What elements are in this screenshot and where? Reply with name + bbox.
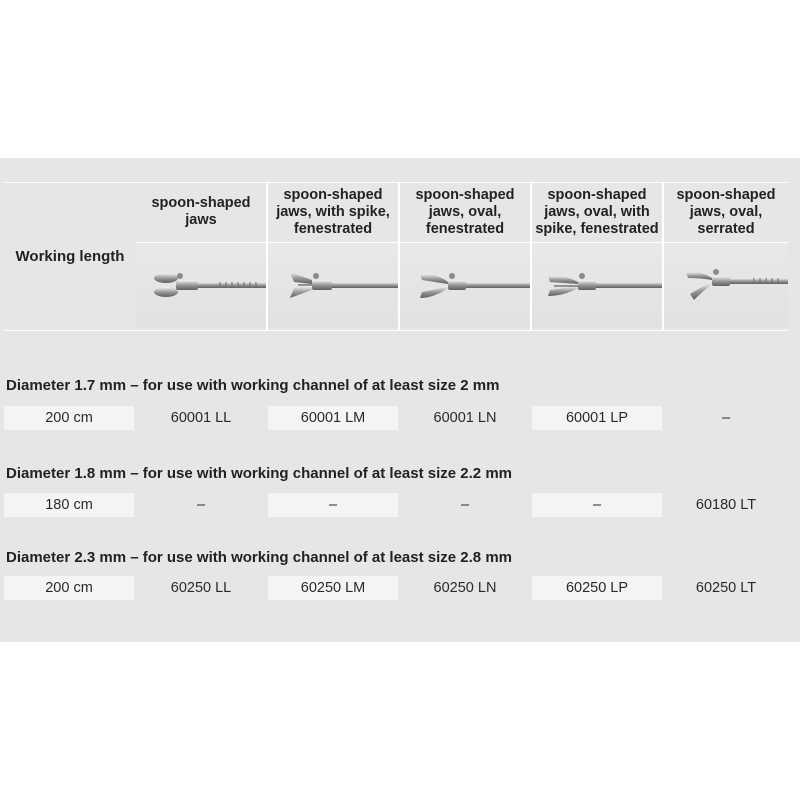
product-code-cell: 60001 LL (136, 406, 266, 430)
column-header-spoon-jaws (136, 182, 266, 330)
section-title-diameter-2-3: Diameter 2.3 mm – for use with working channel of at least size 2.8 mm (6, 549, 512, 566)
product-code-cell: – (532, 493, 662, 517)
product-code-cell: 60001 LP (532, 406, 662, 430)
product-code-cell: 60250 LP (532, 576, 662, 600)
forceps-oval-serrated-image (664, 242, 788, 328)
working-length-cell: 200 cm (4, 576, 134, 600)
column-title: spoon-shaped jaws, with spike, fenestrated (276, 186, 390, 237)
working-length-cell: 200 cm (4, 406, 134, 430)
section-title-diameter-1-8: Diameter 1.8 mm – for use with working channel of at least size 2.2 mm (6, 465, 512, 482)
product-code-cell: – (664, 406, 788, 430)
table-header (4, 182, 788, 330)
product-code-cell: – (136, 493, 266, 517)
section-title-diameter-1-7: Diameter 1.7 mm – for use with working channel of at least size 2 mm (6, 377, 500, 394)
table-row (4, 576, 788, 600)
column-title: spoon-shaped jaws, oval, serrated (676, 186, 776, 237)
product-code-cell: 60250 LN (400, 576, 530, 600)
forceps-spike-fenestrated-image (268, 242, 398, 328)
product-code-cell: – (268, 493, 398, 517)
column-title: spoon-shaped jaws, oval, fenestrated (415, 186, 515, 237)
column-title: spoon-shaped jaws, oval, with spike, fenestrated (535, 186, 659, 237)
header-bottom-rule (4, 330, 788, 331)
forceps-spoon-jaws-image (136, 242, 266, 328)
product-table-panel (0, 158, 800, 642)
working-length-label: Working length (15, 247, 125, 265)
column-title: spoon-shaped jaws (151, 195, 251, 228)
product-code-cell: 60001 LN (400, 406, 530, 430)
forceps-oval-spike-fenestrated-image (532, 242, 662, 328)
header-mid-rule (136, 242, 788, 243)
column-header-oval-fenestrated (400, 182, 530, 330)
forceps-oval-fenestrated-image (400, 242, 530, 328)
product-code-cell: 60001 LM (268, 406, 398, 430)
product-code-cell: 60180 LT (664, 493, 788, 517)
product-code-cell: 60250 LM (268, 576, 398, 600)
column-header-oval-spike-fenestrated (532, 182, 662, 330)
table-row (4, 406, 788, 430)
column-header-oval-serrated (664, 182, 788, 330)
column-header-spike-fenestrated (268, 182, 398, 330)
product-code-cell: 60250 LL (136, 576, 266, 600)
working-length-cell: 180 cm (4, 493, 134, 517)
product-code-cell: – (400, 493, 530, 517)
table-row (4, 493, 788, 517)
product-code-cell: 60250 LT (664, 576, 788, 600)
